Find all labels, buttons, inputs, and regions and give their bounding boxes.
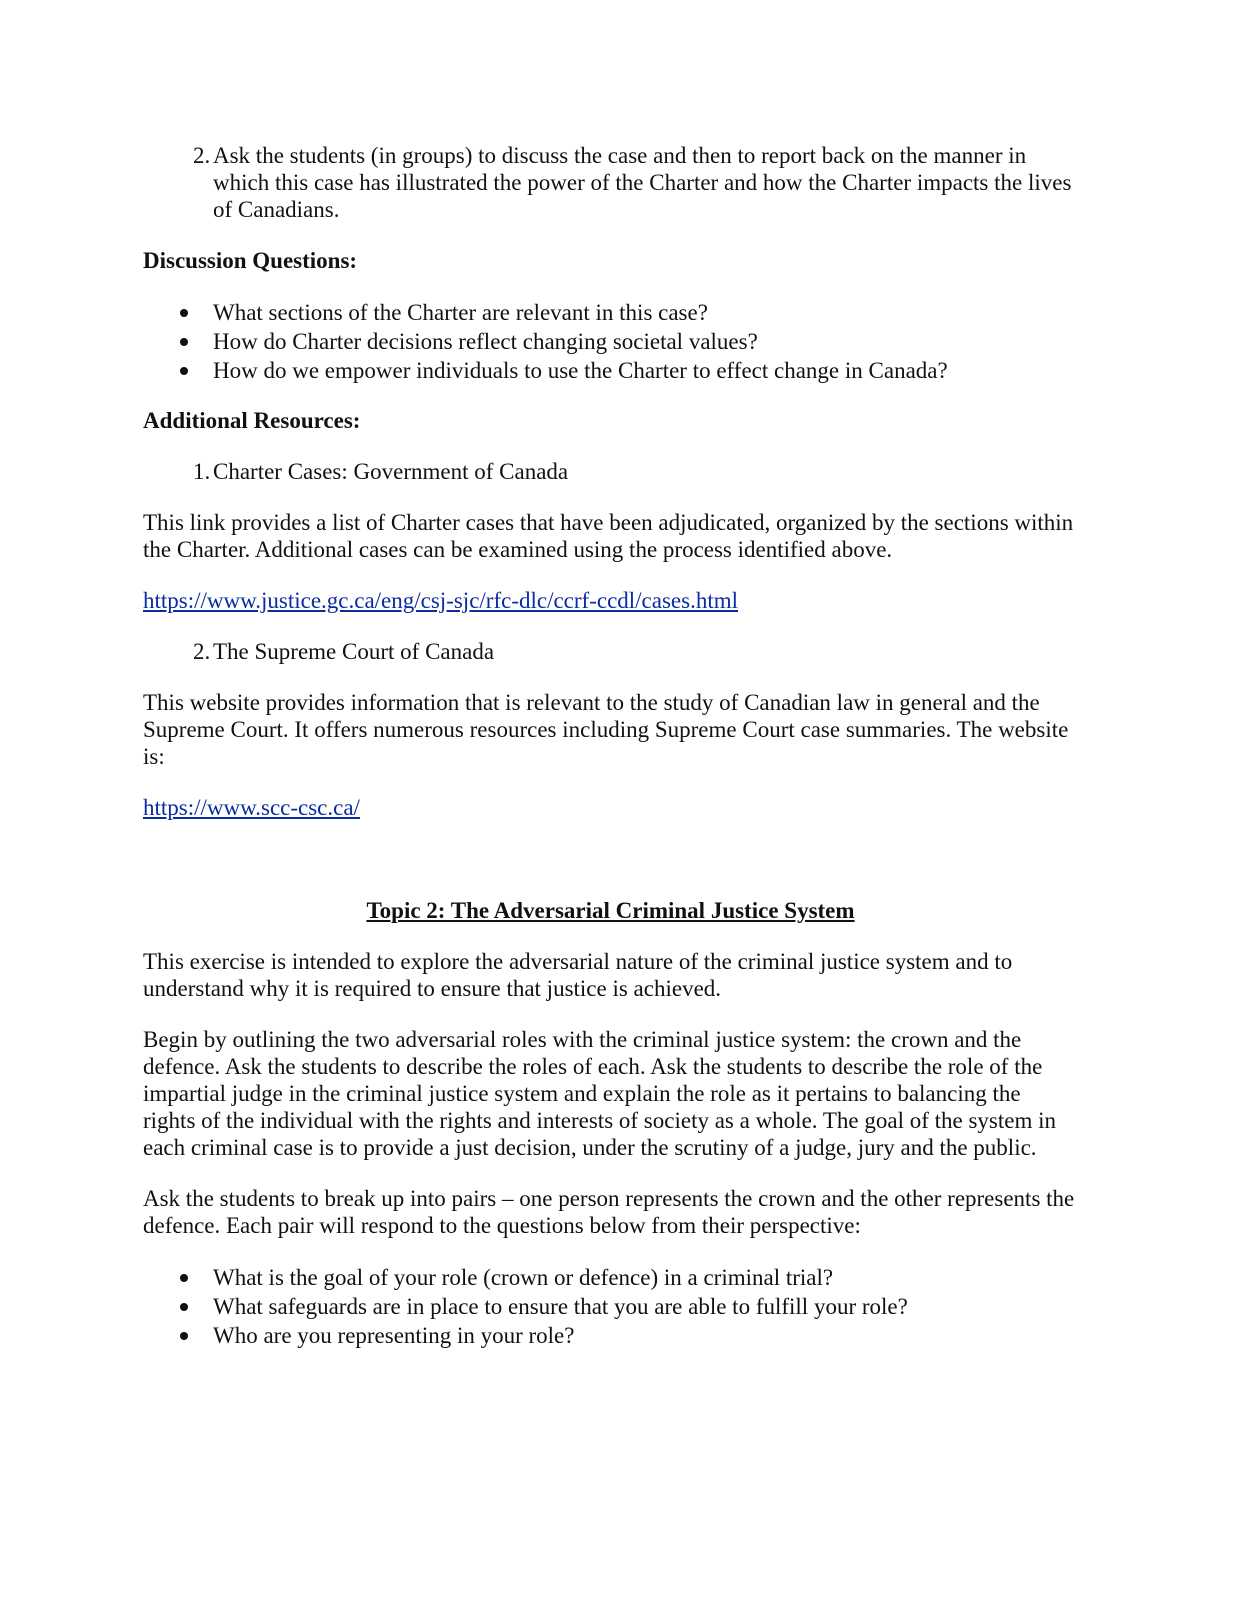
resource-item-2 — [143, 638, 1078, 665]
bullet-icon — [143, 298, 213, 327]
topic-pairs-paragraph: Ask the students to break up into pairs – one person represents the crown and the other represents the defence. Each pair will respond to the questions below from their perspective: — [143, 1186, 1075, 1238]
resource-title: The Supreme Court of Canada — [213, 639, 495, 664]
bullet-icon — [143, 1292, 213, 1321]
bullet-text: How do we empower individuals to use the Charter to effect change in Canada? — [213, 358, 948, 383]
bullet-icon — [143, 327, 213, 356]
bullet-text: What safeguards are in place to ensure that you are able to fulfill your role? — [213, 1294, 908, 1319]
topic-intro-paragraph: This exercise is intended to explore the adversarial nature of the criminal justice system and to understand why it is required to ensure that justice is achieved. — [143, 949, 1013, 1001]
discussion-heading: Discussion Questions: — [143, 248, 358, 273]
bullet-item — [143, 1292, 1078, 1321]
bullet-icon — [143, 1321, 213, 1350]
bullet-text: What is the goal of your role (crown or defence) in a criminal trial? — [213, 1265, 834, 1290]
bullet-text: Who are you representing in your role? — [213, 1323, 575, 1348]
bullet-icon — [143, 1263, 213, 1292]
resource-title: Charter Cases: Government of Canada — [213, 459, 569, 484]
topic-bullet-list — [143, 1263, 1078, 1350]
item-number: 1. — [193, 459, 211, 484]
bullet-text: How do Charter decisions reflect changing societal values? — [213, 329, 758, 354]
bullet-item — [143, 298, 1078, 327]
numbered-item-2 — [143, 142, 1078, 223]
bullet-item — [143, 1321, 1078, 1350]
resources-heading: Additional Resources: — [143, 408, 361, 433]
bullet-icon — [143, 356, 213, 385]
topic-2-title: Topic 2: The Adversarial Criminal Justice System — [366, 898, 855, 923]
bullet-item — [143, 327, 1078, 356]
item-number: 2. — [193, 639, 211, 664]
bullet-item — [143, 356, 1078, 385]
scc-website-link[interactable]: https://www.scc-csc.ca/ — [143, 795, 360, 820]
justice-cases-link[interactable]: https://www.justice.gc.ca/eng/csj-sjc/rfc-dlc/ccrf-ccdl/cases.html — [143, 588, 739, 613]
resource-description: This link provides a list of Charter cases that have been adjudicated, organized by the sections within the Charter. Additional cases can be examined using the process identified above. — [143, 510, 1074, 562]
item-text: Ask the students (in groups) to discuss the case and then to report back on the manner in which this case has illustrated the power of the Charter and how the Charter impacts the lives of Canadians. — [213, 143, 1072, 222]
topic-roles-paragraph: Begin by outlining the two adversarial roles with the criminal justice system: the crown and the defence. Ask the students to describe the roles of each. Ask the students to describe the role of the impartial judge in the criminal justice system and explain the role as it pertains to balancing the rights of the individual with the rights and interests of society as a whole. The goal of the system in each criminal case is to provide a just decision, under the scrutiny of a judge, jury and the public. — [143, 1027, 1057, 1160]
resource-description: This website provides information that is relevant to the study of Canadian law in general and the Supreme Court. It offers numerous resources including Supreme Court case summaries. The website is: — [143, 690, 1069, 769]
bullet-item — [143, 1263, 1078, 1292]
bullet-text: What sections of the Charter are relevant in this case? — [213, 300, 708, 325]
document-page — [143, 142, 1078, 1350]
item-number: 2. — [193, 143, 211, 168]
resource-item-1 — [143, 458, 1078, 485]
discussion-bullet-list — [143, 298, 1078, 385]
